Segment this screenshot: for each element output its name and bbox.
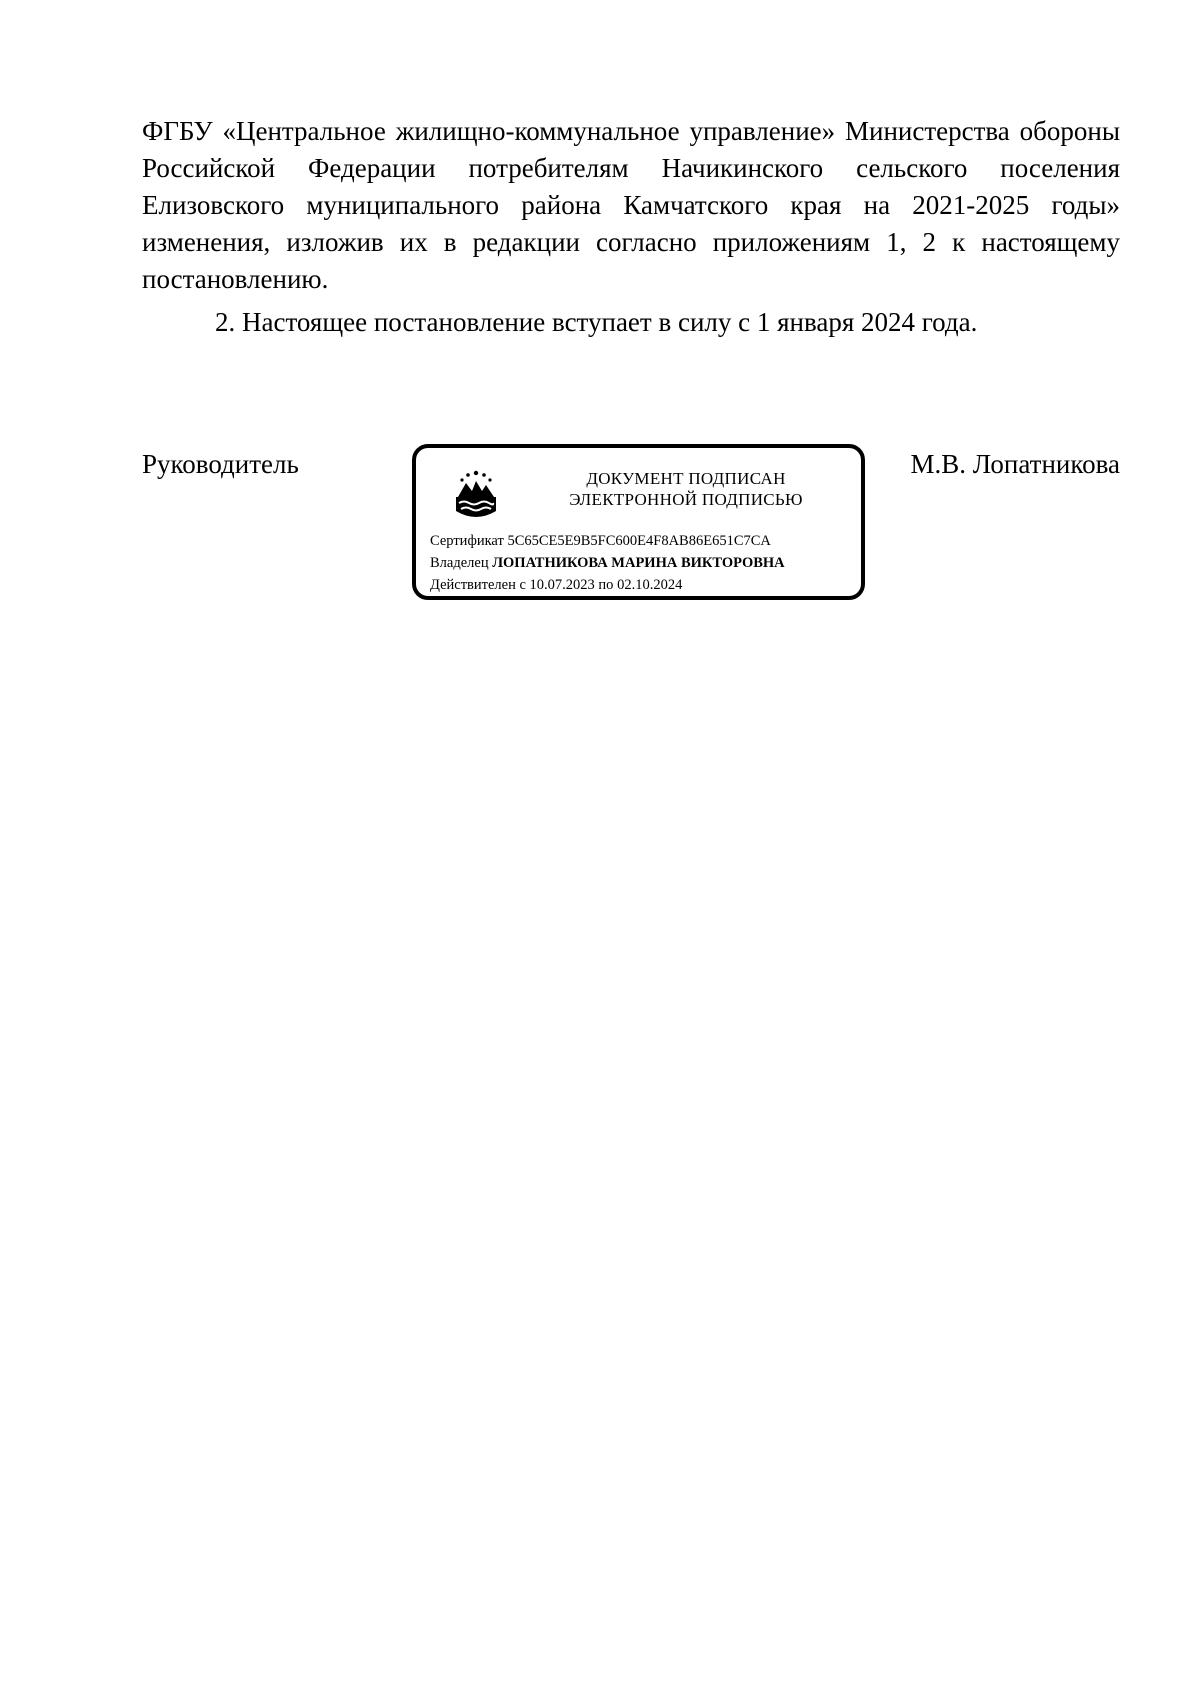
stamp-title [516, 468, 856, 510]
owner-value: ЛОПАТНИКОВА МАРИНА ВИКТОРОВНА [492, 555, 785, 571]
valid-from: 10.07.2023 [529, 577, 595, 593]
electronic-signature-stamp [412, 444, 865, 600]
stamp-validity-line [430, 576, 682, 594]
valid-to: 02.10.2024 [617, 577, 683, 593]
kamchatka-emblem-icon [452, 467, 500, 523]
body-paragraph-2: 2. Настоящее постановление вступает в силу с 1 января 2024 года. [215, 307, 978, 337]
stamp-title-line-1: ДОКУМЕНТ ПОДПИСАН [586, 469, 786, 488]
body-paragraph-1: ФГБУ «Центральное жилищно-коммунальное управление» Министерства обороны Российской Федерации потребителям Начикинского сельского поселения Елизовского муниципального района Камчатского края на 2021-2025 годы» изменения, изложив их в редакции согласно приложениям 1, 2 к настоящему постановлению. [142, 116, 1120, 294]
valid-label: Действителен с [430, 577, 526, 593]
certificate-label: Сертификат [430, 533, 504, 549]
valid-to-label: по [598, 577, 614, 593]
stamp-title-line-2: ЭЛЕКТРОННОЙ ПОДПИСЬЮ [569, 490, 803, 509]
owner-label: Владелец [430, 555, 489, 571]
signature-name: М.В. Лопатникова [910, 449, 1120, 479]
signature-role: Руководитель [142, 449, 299, 479]
stamp-certificate-line [430, 532, 771, 550]
stamp-owner-line [430, 554, 785, 572]
certificate-value: 5C65CE5E9B5FC600E4F8AB86E651C7CA [507, 533, 771, 549]
